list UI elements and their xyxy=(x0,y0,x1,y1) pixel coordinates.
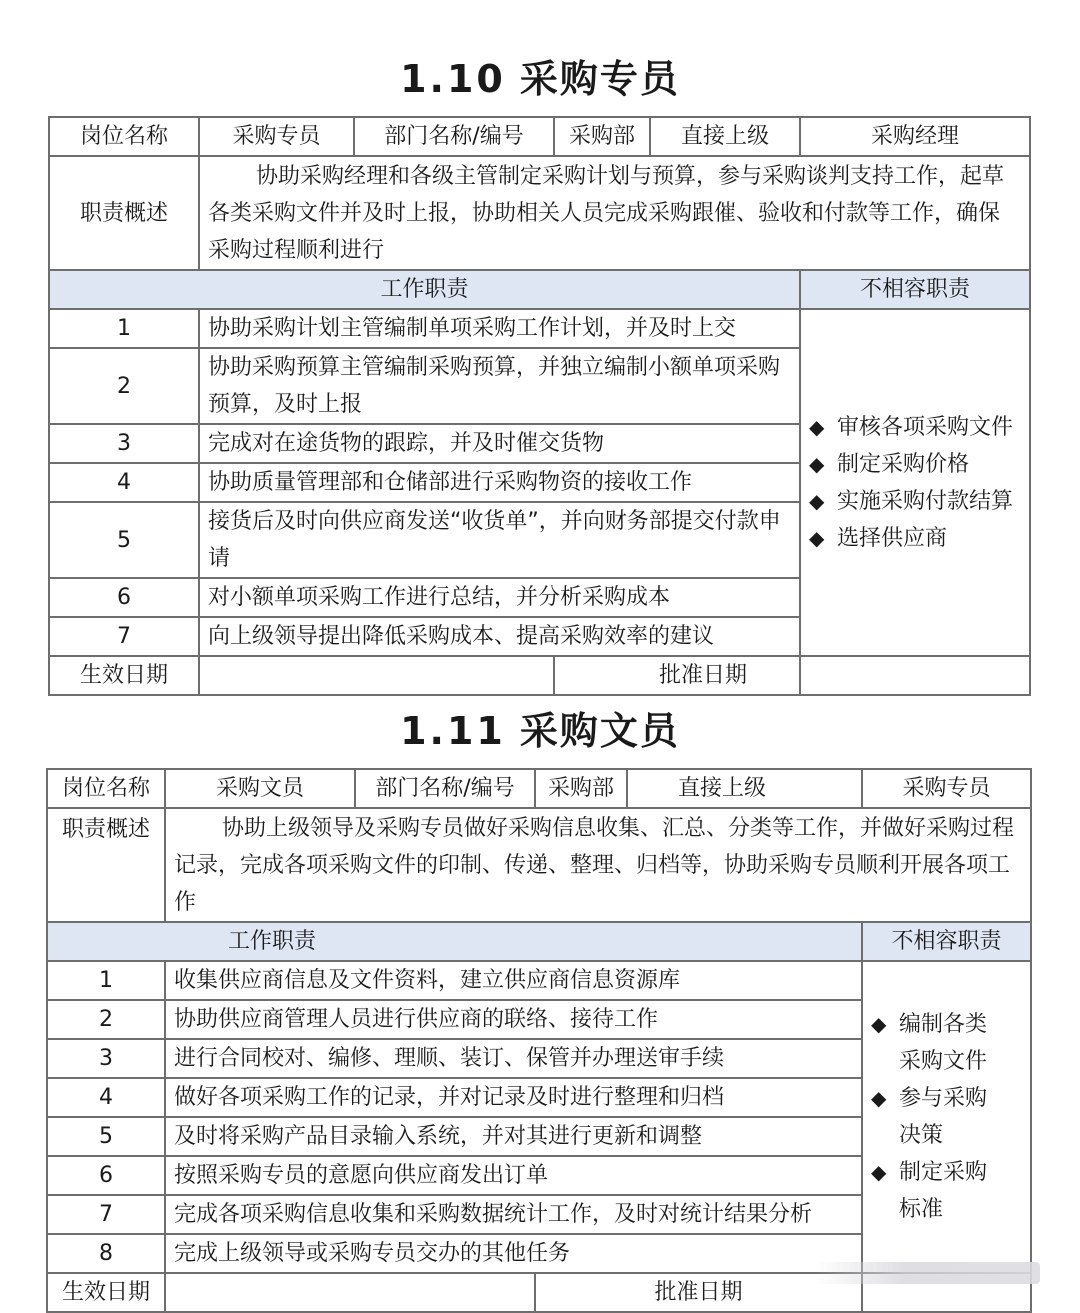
duty-number: 1 xyxy=(49,309,199,348)
duty-text: 接货后及时向供应商发送“收货单”，并向财务部提交付款申请 xyxy=(199,502,800,578)
duty-number: 1 xyxy=(47,961,165,1000)
duty-text: 完成上级领导或采购专员交办的其他任务 xyxy=(165,1234,862,1273)
position-label: 岗位名称 xyxy=(47,769,165,808)
diamond-bullet-icon: ◆ xyxy=(809,414,825,439)
incompatible-header: 不相容职责 xyxy=(862,922,1031,961)
duty-text: 做好各项采购工作的记录，并对记录及时进行整理和归档 xyxy=(165,1078,862,1117)
duty-text: 对小额单项采购工作进行总结，并分析采购成本 xyxy=(199,578,800,617)
effective-date-label: 生效日期 xyxy=(49,656,199,695)
list-item: ◆ 制定采购标准 xyxy=(871,1154,1022,1228)
duty-text: 向上级领导提出降低采购成本、提高采购效率的建议 xyxy=(199,617,800,656)
dept-value: 采购部 xyxy=(535,769,627,808)
job-description-table xyxy=(48,116,1031,696)
list-item: ◆ 参与采购决策 xyxy=(871,1080,1022,1154)
duty-text: 收集供应商信息及文件资料，建立供应商信息资源库 xyxy=(165,961,862,1000)
summary-text: 协助上级领导及采购专员做好采购信息收集、汇总、分类等工作，并做好采购过程记录，完成各项采购文件的印制、传递、整理、归档等，协助采购专员顺利开展各项工作 xyxy=(165,808,1031,922)
superior-value: 采购经理 xyxy=(800,117,1030,156)
summary-text: 协助采购经理和各级主管制定采购计划与预算，参与采购谈判支持工作，起草各类采购文件并及时上报，协助相关人员完成采购跟催、验收和付款等工作，确保采购过程顺利进行 xyxy=(199,156,1030,270)
approval-date-label: 批准日期 xyxy=(554,656,800,695)
duty-number: 7 xyxy=(47,1195,165,1234)
diamond-bullet-icon: ◆ xyxy=(809,451,825,476)
duty-text: 及时将采购产品目录输入系统，并对其进行更新和调整 xyxy=(165,1117,862,1156)
section-number: 1.10 xyxy=(400,57,506,101)
duties-header: 工作职责 xyxy=(47,922,862,961)
duty-number: 7 xyxy=(49,617,199,656)
duties-header: 工作职责 xyxy=(49,270,800,309)
effective-date-value xyxy=(199,656,554,695)
list-item: ◆ 选择供应商 xyxy=(809,520,1021,557)
table-row xyxy=(47,961,1031,1000)
duty-number: 2 xyxy=(47,1000,165,1039)
duty-number: 4 xyxy=(49,463,199,502)
list-item: ◆ 实施采购付款结算 xyxy=(809,483,1021,520)
diamond-bullet-icon: ◆ xyxy=(871,1160,887,1184)
duty-number: 4 xyxy=(47,1078,165,1117)
superior-label: 直接上级 xyxy=(627,769,862,808)
duty-number: 3 xyxy=(49,424,199,463)
dept-value: 采购部 xyxy=(554,117,650,156)
duty-text: 协助供应商管理人员进行供应商的联络、接待工作 xyxy=(165,1000,862,1039)
section-title xyxy=(0,48,1080,103)
duty-number: 5 xyxy=(47,1117,165,1156)
incompatible-header: 不相容职责 xyxy=(800,270,1030,309)
summary-label: 职责概述 xyxy=(47,808,165,922)
dept-label: 部门名称/编号 xyxy=(354,117,554,156)
duty-number: 2 xyxy=(49,348,199,424)
position-value: 采购专员 xyxy=(199,117,354,156)
section-name: 采购文员 xyxy=(519,709,680,753)
approval-date-value xyxy=(800,656,1030,695)
dept-label: 部门名称/编号 xyxy=(355,769,535,808)
duty-text: 协助采购预算主管编制采购预算，并独立编制小额单项采购预算，及时上报 xyxy=(199,348,800,424)
duty-text: 按照采购专员的意愿向供应商发出订单 xyxy=(165,1156,862,1195)
section-number: 1.11 xyxy=(400,709,506,753)
list-item: ◆ 制定采购价格 xyxy=(809,446,1021,483)
table-row xyxy=(49,309,1030,348)
list-item: ◆ 编制各类采购文件 xyxy=(871,1006,1022,1080)
approval-date-label: 批准日期 xyxy=(535,1273,862,1312)
effective-date-label: 生效日期 xyxy=(47,1273,165,1312)
diamond-bullet-icon: ◆ xyxy=(871,1086,887,1110)
duty-number: 5 xyxy=(49,502,199,578)
duty-number: 3 xyxy=(47,1039,165,1078)
duty-number: 6 xyxy=(47,1156,165,1195)
superior-label: 直接上级 xyxy=(650,117,800,156)
position-label: 岗位名称 xyxy=(49,117,199,156)
diamond-bullet-icon: ◆ xyxy=(809,488,825,513)
position-value: 采购文员 xyxy=(165,769,355,808)
list-item: ◆ 审核各项采购文件 xyxy=(809,409,1021,446)
duty-text: 完成各项采购信息收集和采购数据统计工作，及时对统计结果分析 xyxy=(165,1195,862,1234)
diamond-bullet-icon: ◆ xyxy=(809,525,825,550)
duty-number: 6 xyxy=(49,578,199,617)
diamond-bullet-icon: ◆ xyxy=(871,1012,887,1036)
summary-label: 职责概述 xyxy=(49,156,199,270)
duty-text: 完成对在途货物的跟踪，并及时催交货物 xyxy=(199,424,800,463)
watermark-overlay xyxy=(815,1262,1040,1284)
effective-date-value xyxy=(165,1273,535,1312)
section-title xyxy=(0,700,1080,755)
job-description-table xyxy=(46,768,1032,1313)
duty-text: 协助质量管理部和仓储部进行采购物资的接收工作 xyxy=(199,463,800,502)
duty-text: 协助采购计划主管编制单项采购工作计划，并及时上交 xyxy=(199,309,800,348)
duty-text: 进行合同校对、编修、理顺、装订、保管并办理送审手续 xyxy=(165,1039,862,1078)
superior-value: 采购专员 xyxy=(862,769,1031,808)
duty-number: 8 xyxy=(47,1234,165,1273)
section-name: 采购专员 xyxy=(519,57,680,101)
incompatible-duties xyxy=(800,309,1030,656)
incompatible-duties xyxy=(862,961,1031,1273)
